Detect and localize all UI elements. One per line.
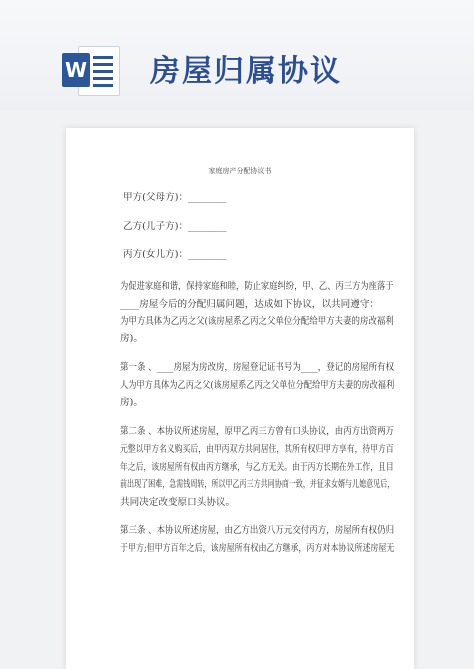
page-title: 房屋归属协议 <box>150 54 342 89</box>
intro-line: 为促进家庭和谐，保持家庭和睦，防止家庭纠纷，甲、乙、丙三方为座落于 <box>120 281 394 292</box>
clause-2-line: 元整以甲方名义购买后，由甲丙双方共同居住，其所有权归甲方享有，待甲方百 <box>120 444 394 455</box>
intro-line: ____房屋今后的分配归属问题，达成如下协议，以共同遵守： <box>120 299 380 310</box>
clause-2-line: 共同决定改变原口头协议。 <box>120 497 236 508</box>
clause-1-line: 房)。 <box>120 397 143 408</box>
page-header <box>0 0 474 110</box>
document-title: 家庭房产分配协议书 <box>208 167 272 175</box>
word-icon <box>62 44 122 96</box>
party-b: 乙方(儿子方)：________ <box>123 221 227 232</box>
clause-3-line: 第三条 、本协议所述房屋，由乙方出资八万元交付丙方，房屋所有权仍归 <box>120 525 395 536</box>
word-badge: W <box>62 53 90 87</box>
clause-1-line: 第一条 、____房屋为房改房，房屋登记证书号为____，登记的房屋所有权 <box>120 362 395 373</box>
clause-2-line: 第二条 、本协议所述房屋，原甲乙丙三方曾有口头协议，由丙方出资两万 <box>120 426 395 437</box>
document-page <box>66 128 414 669</box>
party-a: 甲方(父母方)：________ <box>123 192 227 203</box>
clause-2-line: 前出现了困难，急需钱周转，所以甲乙丙三方共同协商一致，并征求女婿与儿媳意见后， <box>120 479 395 490</box>
clause-1-line: 人为甲方具体为乙丙之父(该房屋系乙丙之父单位分配给甲方夫妻的房改福利 <box>120 380 395 391</box>
clause-line: 为甲方具体为乙丙之父(该房屋系乙丙之父单位分配给甲方夫妻的房改福利 <box>120 316 394 327</box>
clause-2-line: 年之后，该房屋所有权由丙方继承，与乙方无关。由于丙方长期在外工作，且目 <box>120 462 394 473</box>
clause-line: 房)。 <box>120 333 143 344</box>
party-c: 丙方(女儿方)：________ <box>123 249 227 260</box>
clause-3-line: 于甲方;但甲方百年之后，该房屋所有权由乙方继承，丙方对本协议所述房屋无 <box>120 543 395 554</box>
